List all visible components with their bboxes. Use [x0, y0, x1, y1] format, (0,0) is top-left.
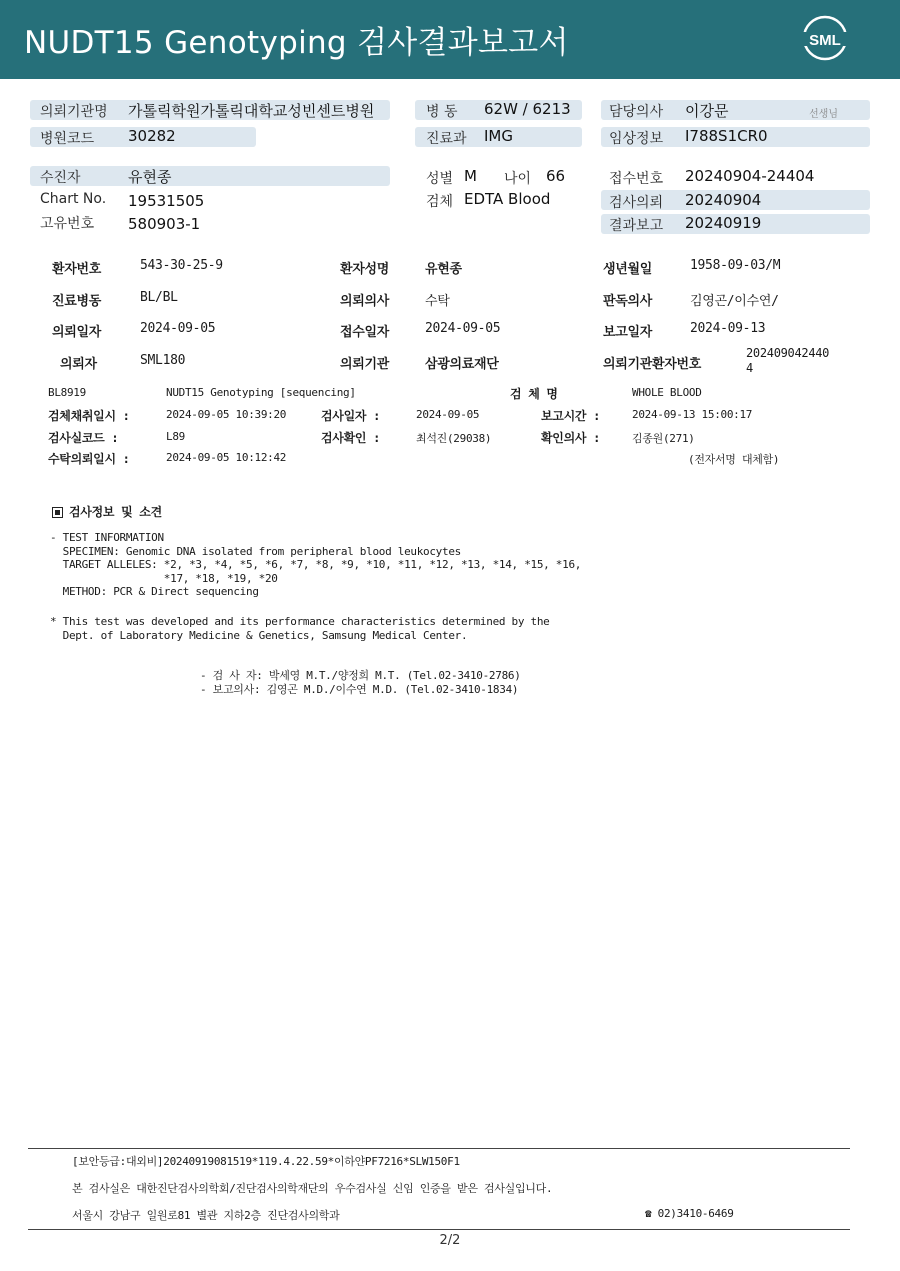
info-line: - TEST INFORMATION	[50, 531, 164, 544]
detail-ward-value: BL/BL	[140, 290, 178, 305]
unique-value: 580903-1	[128, 215, 201, 233]
test-code: BL8919	[48, 386, 86, 399]
staff-line: - 보고의사: 김영곤 M.D./이수연 M.D. (Tel.02-3410-1834)	[200, 682, 519, 696]
req-doc-label: 의뢰의사	[340, 294, 390, 309]
req-date-label: 의뢰일자	[52, 325, 102, 340]
phone-line: ☎ 02)3410-6469	[645, 1207, 734, 1220]
checkbox-icon	[52, 507, 63, 518]
institution-value: 가톨릭학원가톨릭대학교성빈센트병원	[128, 102, 375, 120]
findings-heading-text: 검사정보 및 소견	[69, 505, 162, 519]
rcv-date-label: 접수일자	[340, 325, 390, 340]
inst-pt-no-value-line1: 202409042440	[746, 346, 830, 360]
report-time-value: 2024-09-13 15:00:17	[632, 408, 753, 421]
request-value: 20240904	[685, 191, 762, 209]
request-label: 검사의뢰	[609, 195, 664, 211]
pt-name-label: 환자성명	[340, 262, 390, 277]
sex-label: 성별	[426, 171, 454, 187]
req-inst-label: 의뢰기관	[340, 357, 390, 372]
dept-value: IMG	[484, 127, 513, 145]
hospital-code-label: 병원코드	[40, 131, 95, 147]
confirm-label: 검사확인 :	[321, 431, 381, 445]
confirm-doc-label: 확인의사 :	[541, 431, 601, 445]
doctor-label: 담당의사	[609, 104, 664, 120]
patient-value: 유현종	[128, 168, 172, 186]
collect-label: 검체채취일시 :	[48, 409, 130, 423]
logo-text: SML	[809, 32, 841, 49]
rcv-date-value: 2024-09-05	[425, 321, 501, 336]
reader-label: 판독의사	[603, 294, 653, 309]
staff-line: - 검 사 자: 박세영 M.T./양정희 M.T. (Tel.02-3410-2786)	[200, 669, 521, 682]
doctor-suffix: 선생님	[809, 109, 838, 120]
info-line: TARGET ALLELES: *2, *3, *4, *5, *6, *7, *8, *9, *10, *11, *12, *13, *14, *15, *16,	[50, 558, 582, 571]
ward-label: 병 동	[426, 104, 458, 120]
dept-label: 진료과	[426, 131, 467, 147]
sml-logo	[801, 14, 849, 62]
test-information-block	[50, 531, 581, 599]
security-line: [보안등급:대외비]20240919081519*119.4.22.59*이하얀PF7216*SLW150F1	[72, 1155, 460, 1168]
req-doc-value: 수탁	[425, 294, 450, 309]
requester-label: 의뢰자	[60, 357, 97, 372]
confirm-doc-value: 김종원(271)	[632, 432, 695, 445]
certification-line: 본 검사실은 대한진단검사의학회/진단검사의학재단의 우수검사실 신임 인증을 받은 검사실입니다.	[72, 1182, 553, 1195]
staff-block	[200, 669, 521, 696]
detail-ward-label: 진료병동	[52, 294, 102, 309]
patient-band	[30, 166, 390, 186]
patient-label: 수진자	[40, 170, 81, 186]
req-inst-value: 삼광의료재단	[425, 357, 499, 372]
institution-label: 의뢰기관명	[40, 104, 108, 120]
age-label: 나이	[504, 171, 532, 187]
unique-label: 고유번호	[40, 216, 95, 232]
clinical-label: 임상정보	[609, 131, 664, 147]
test-date-label: 검사일자 :	[321, 409, 381, 423]
ward-value: 62W / 6213	[484, 100, 571, 118]
req-date-value: 2024-09-05	[140, 321, 216, 336]
test-name: NUDT15 Genotyping [sequencing]	[166, 386, 356, 399]
chart-value: 19531505	[128, 192, 205, 210]
age-value: 66	[546, 167, 566, 185]
report-label: 결과보고	[609, 218, 664, 234]
info-line: METHOD: PCR & Direct sequencing	[50, 585, 259, 598]
receipt-no-label: 접수번호	[609, 171, 664, 187]
rpt-date-value: 2024-09-13	[690, 321, 766, 336]
note-line: Dept. of Laboratory Medicine & Genetics, Samsung Medical Center.	[50, 628, 468, 642]
receipt-no-value: 20240904-24404	[685, 167, 815, 185]
rpt-date-label: 보고일자	[603, 325, 653, 340]
hospital-code-value: 30282	[128, 127, 176, 145]
reader-value: 김영곤/이수연/	[690, 294, 779, 309]
report-title: NUDT15 Genotyping 검사결과보고서	[24, 25, 569, 61]
specimen-label: 검체	[426, 194, 454, 210]
collect-value: 2024-09-05 10:39:20	[166, 408, 287, 421]
confirm-value: 최석진(29038)	[416, 432, 492, 445]
specimen-value: EDTA Blood	[464, 190, 551, 208]
footer-bottom-rule	[28, 1229, 850, 1230]
commission-label: 수탁의뢰일시 :	[48, 452, 130, 466]
commission-value: 2024-09-05 10:12:42	[166, 451, 287, 464]
dob-label: 생년월일	[603, 262, 653, 277]
pt-no-value: 543-30-25-9	[140, 258, 223, 273]
clinical-value: I788S1CR0	[685, 127, 768, 145]
disclaimer-block	[50, 615, 549, 642]
info-line: SPECIMEN: Genomic DNA isolated from peripheral blood leukocytes	[50, 544, 461, 558]
report-time-label: 보고시간 :	[541, 409, 601, 423]
footer-top-rule	[28, 1148, 850, 1149]
note-line: * This test was developed and its performance characteristics determined by the	[50, 615, 550, 628]
test-date-value: 2024-09-05	[416, 408, 480, 421]
sex-value: M	[464, 167, 477, 185]
info-line: *17, *18, *19, *20	[50, 571, 278, 585]
specimen-name-label: 검 체 명	[510, 387, 558, 401]
inst-pt-no-label: 의뢰기관환자번호	[603, 357, 702, 372]
signature-note: (전자서명 대체함)	[688, 453, 780, 466]
address-line: 서울시 강남구 일원로81 별관 지하2층 진단검사의학과	[72, 1209, 340, 1222]
requester-value: SML180	[140, 353, 186, 368]
chart-label: Chart No.	[40, 191, 107, 207]
inst-pt-no-value-line2: 4	[746, 361, 753, 375]
doctor-value: 이강문	[685, 102, 729, 120]
dob-value: 1958-09-03/M	[690, 258, 781, 273]
findings-heading	[52, 503, 162, 520]
pt-no-label: 환자번호	[52, 262, 102, 277]
pt-name-value: 유현종	[425, 262, 462, 277]
report-value: 20240919	[685, 214, 762, 232]
specimen-name-value: WHOLE BLOOD	[632, 386, 702, 399]
lab-code-value: L89	[166, 430, 185, 443]
lab-code-label: 검사실코드 :	[48, 431, 119, 445]
page-number: 2/2	[439, 1233, 461, 1248]
